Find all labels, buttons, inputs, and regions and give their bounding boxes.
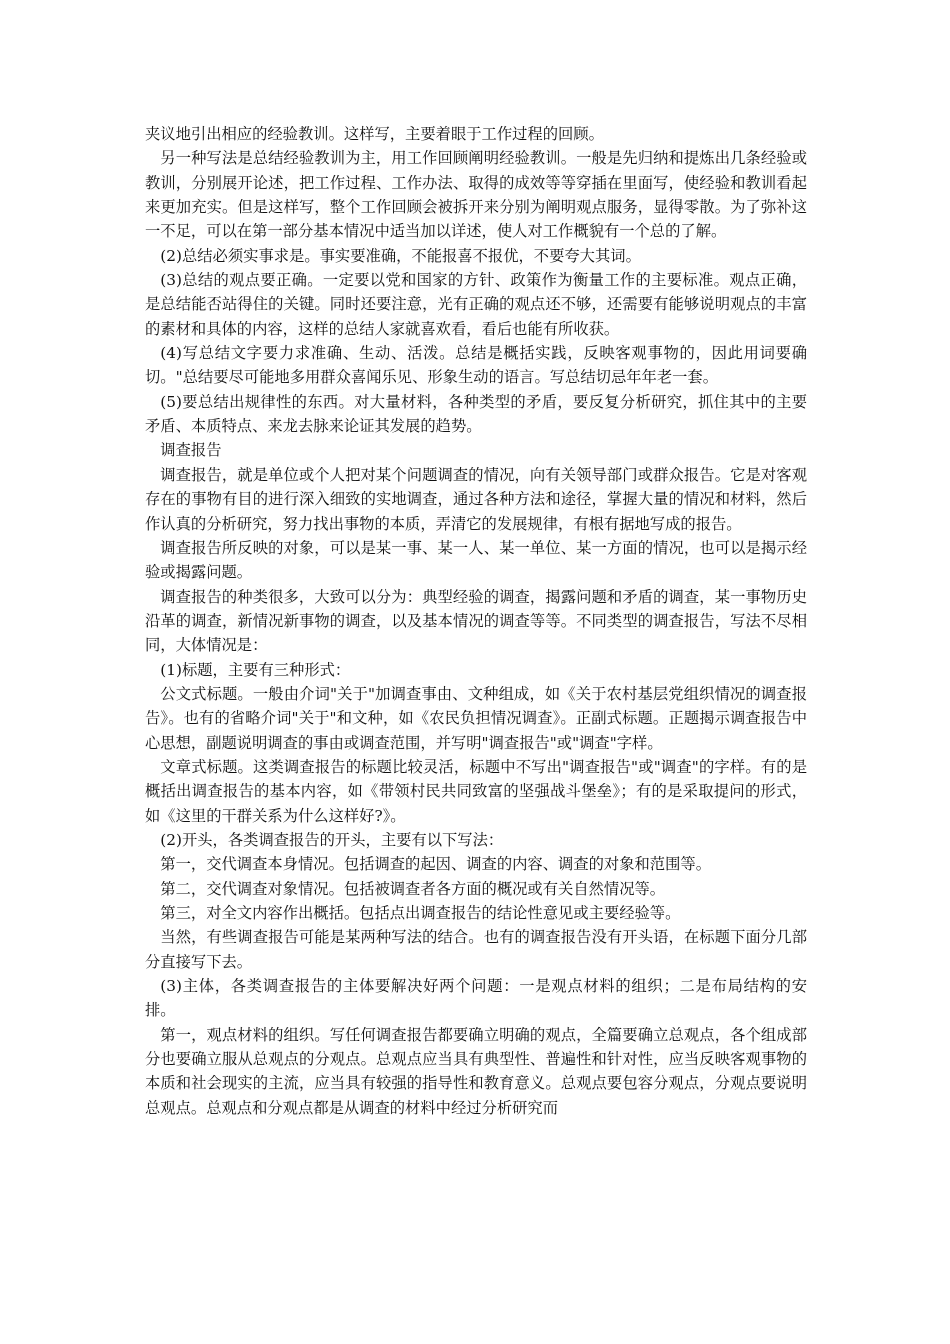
paragraph: 文章式标题。这类调查报告的标题比较灵活，标题中不写出"调查报告"或"调查"的字样。有的是概括出调查报告的基本内容，如《带领村民共同致富的坚强战斗堡垒》；有的是采取提问的形式，如《这里的干群关系为什么这样好?》。 <box>145 757 807 825</box>
paragraph: (3)主体，各类调查报告的主体要解决好两个问题：一是观点材料的组织；二是布局结构的安排。 <box>145 977 807 1020</box>
paragraph: 第三，对全文内容作出概括。包括点出调查报告的结论性意见或主要经验等。 <box>160 904 681 922</box>
paragraph: 夹议地引出相应的经验教训。这样写，主要着眼于工作过程的回顾。 <box>145 125 604 143</box>
paragraph: 第一，观点材料的组织。写任何调查报告都要确立明确的观点，全篇要确立总观点，各个组成部分也要确立服从总观点的分观点。总观点应当具有典型性、普遍性和针对性，应当反映客观事物的本质和社会现实的主流，应当具有较强的指导性和教育意义。总观点要包容分观点，分观点要说明总观点。总观点和分观点都是从调查的材料中经过分析研究而 <box>145 1025 807 1117</box>
paragraph: 调查报告，就是单位或个人把对某个问题调查的情况，向有关领导部门或群众报告。它是对客观存在的事物有目的进行深入细致的实地调查，通过各种方法和途径，掌握大量的情况和材料，然后作认真的分析研究，努力找出事物的本质，弄清它的发展规律，有根有据地写成的报告。 <box>145 465 807 533</box>
paragraph: (1)标题，主要有三种形式： <box>160 660 351 679</box>
section-heading: 调查报告 <box>160 441 222 460</box>
paragraph: 公文式标题。一般由介词"关于"加调查事由、文种组成，如《关于农村基层党组织情况的调查报告》。也有的省略介词"关于"和文种，如《农民负担情况调查》。正副式标题。正题揭示调查报告中心思想，副题说明调查的事由或调查范围，并写明"调查报告"或"调查"字样。 <box>145 684 807 752</box>
document-page <box>145 122 807 1120</box>
paragraph: (2)总结必须实事求是。事实要准确，不能报喜不报优，不要夸大其词。 <box>160 246 641 265</box>
paragraph: 另一种写法是总结经验教训为主，用工作回顾阐明经验教训。一般是先归纳和提炼出几条经验或教训，分别展开论述，把工作过程、工作办法、取得的成效等等穿插在里面写，使经验和教训看起来更加充实。但是这样写，整个工作回顾会被拆开来分别为阐明观点服务，显得零散。为了弥补这一不足，可以在第一部分基本情况中适当加以详述，使人对工作概貌有一个总的了解。 <box>145 149 807 241</box>
paragraph: 第二，交代调查对象情况。包括被调查者各方面的概况或有关自然情况等。 <box>160 879 666 898</box>
paragraph: (5)要总结出规律性的东西。对大量材料，各种类型的矛盾，要反复分析研究，抓住其中的主要矛盾、本质特点、来龙去脉来论证其发展的趋势。 <box>145 392 807 436</box>
paragraph: 第一，交代调查本身情况。包括调查的起因、调查的内容、调查的对象和范围等。 <box>160 855 711 874</box>
paragraph: 当然，有些调查报告可能是某两种写法的结合。也有的调查报告没有开头语，在标题下面分几部分直接写下去。 <box>145 928 807 971</box>
paragraph: 调查报告的种类很多，大致可以分为：典型经验的调查，揭露问题和矛盾的调查，某一事物历史沿革的调查，新情况新事物的调查，以及基本情况的调查等等。不同类型的调查报告，写法不尽相同，大体情况是： <box>145 587 807 655</box>
paragraph: (2)开头，各类调查报告的开头，主要有以下写法： <box>160 830 504 849</box>
paragraph: (3)总结的观点要正确。一定要以党和国家的方针、政策作为衡量工作的主要标准。观点正确，是总结能否站得住的关键。同时还要注意，光有正确的观点还不够，还需要有能够说明观点的丰富的素材和具体的内容，这样的总结人家就喜欢看，看后也能有所收获。 <box>145 271 807 338</box>
paragraph: 调查报告所反映的对象，可以是某一事、某一人、某一单位、某一方面的情况，也可以是揭示经验或揭露问题。 <box>145 538 807 582</box>
paragraph: (4)写总结文字要力求准确、生动、活泼。总结是概括实践，反映客观事物的，因此用词要确切。"总结要尽可能地多用群众喜闻乐见、形象生动的语言。写总结切忌年年老一套。 <box>145 344 807 387</box>
